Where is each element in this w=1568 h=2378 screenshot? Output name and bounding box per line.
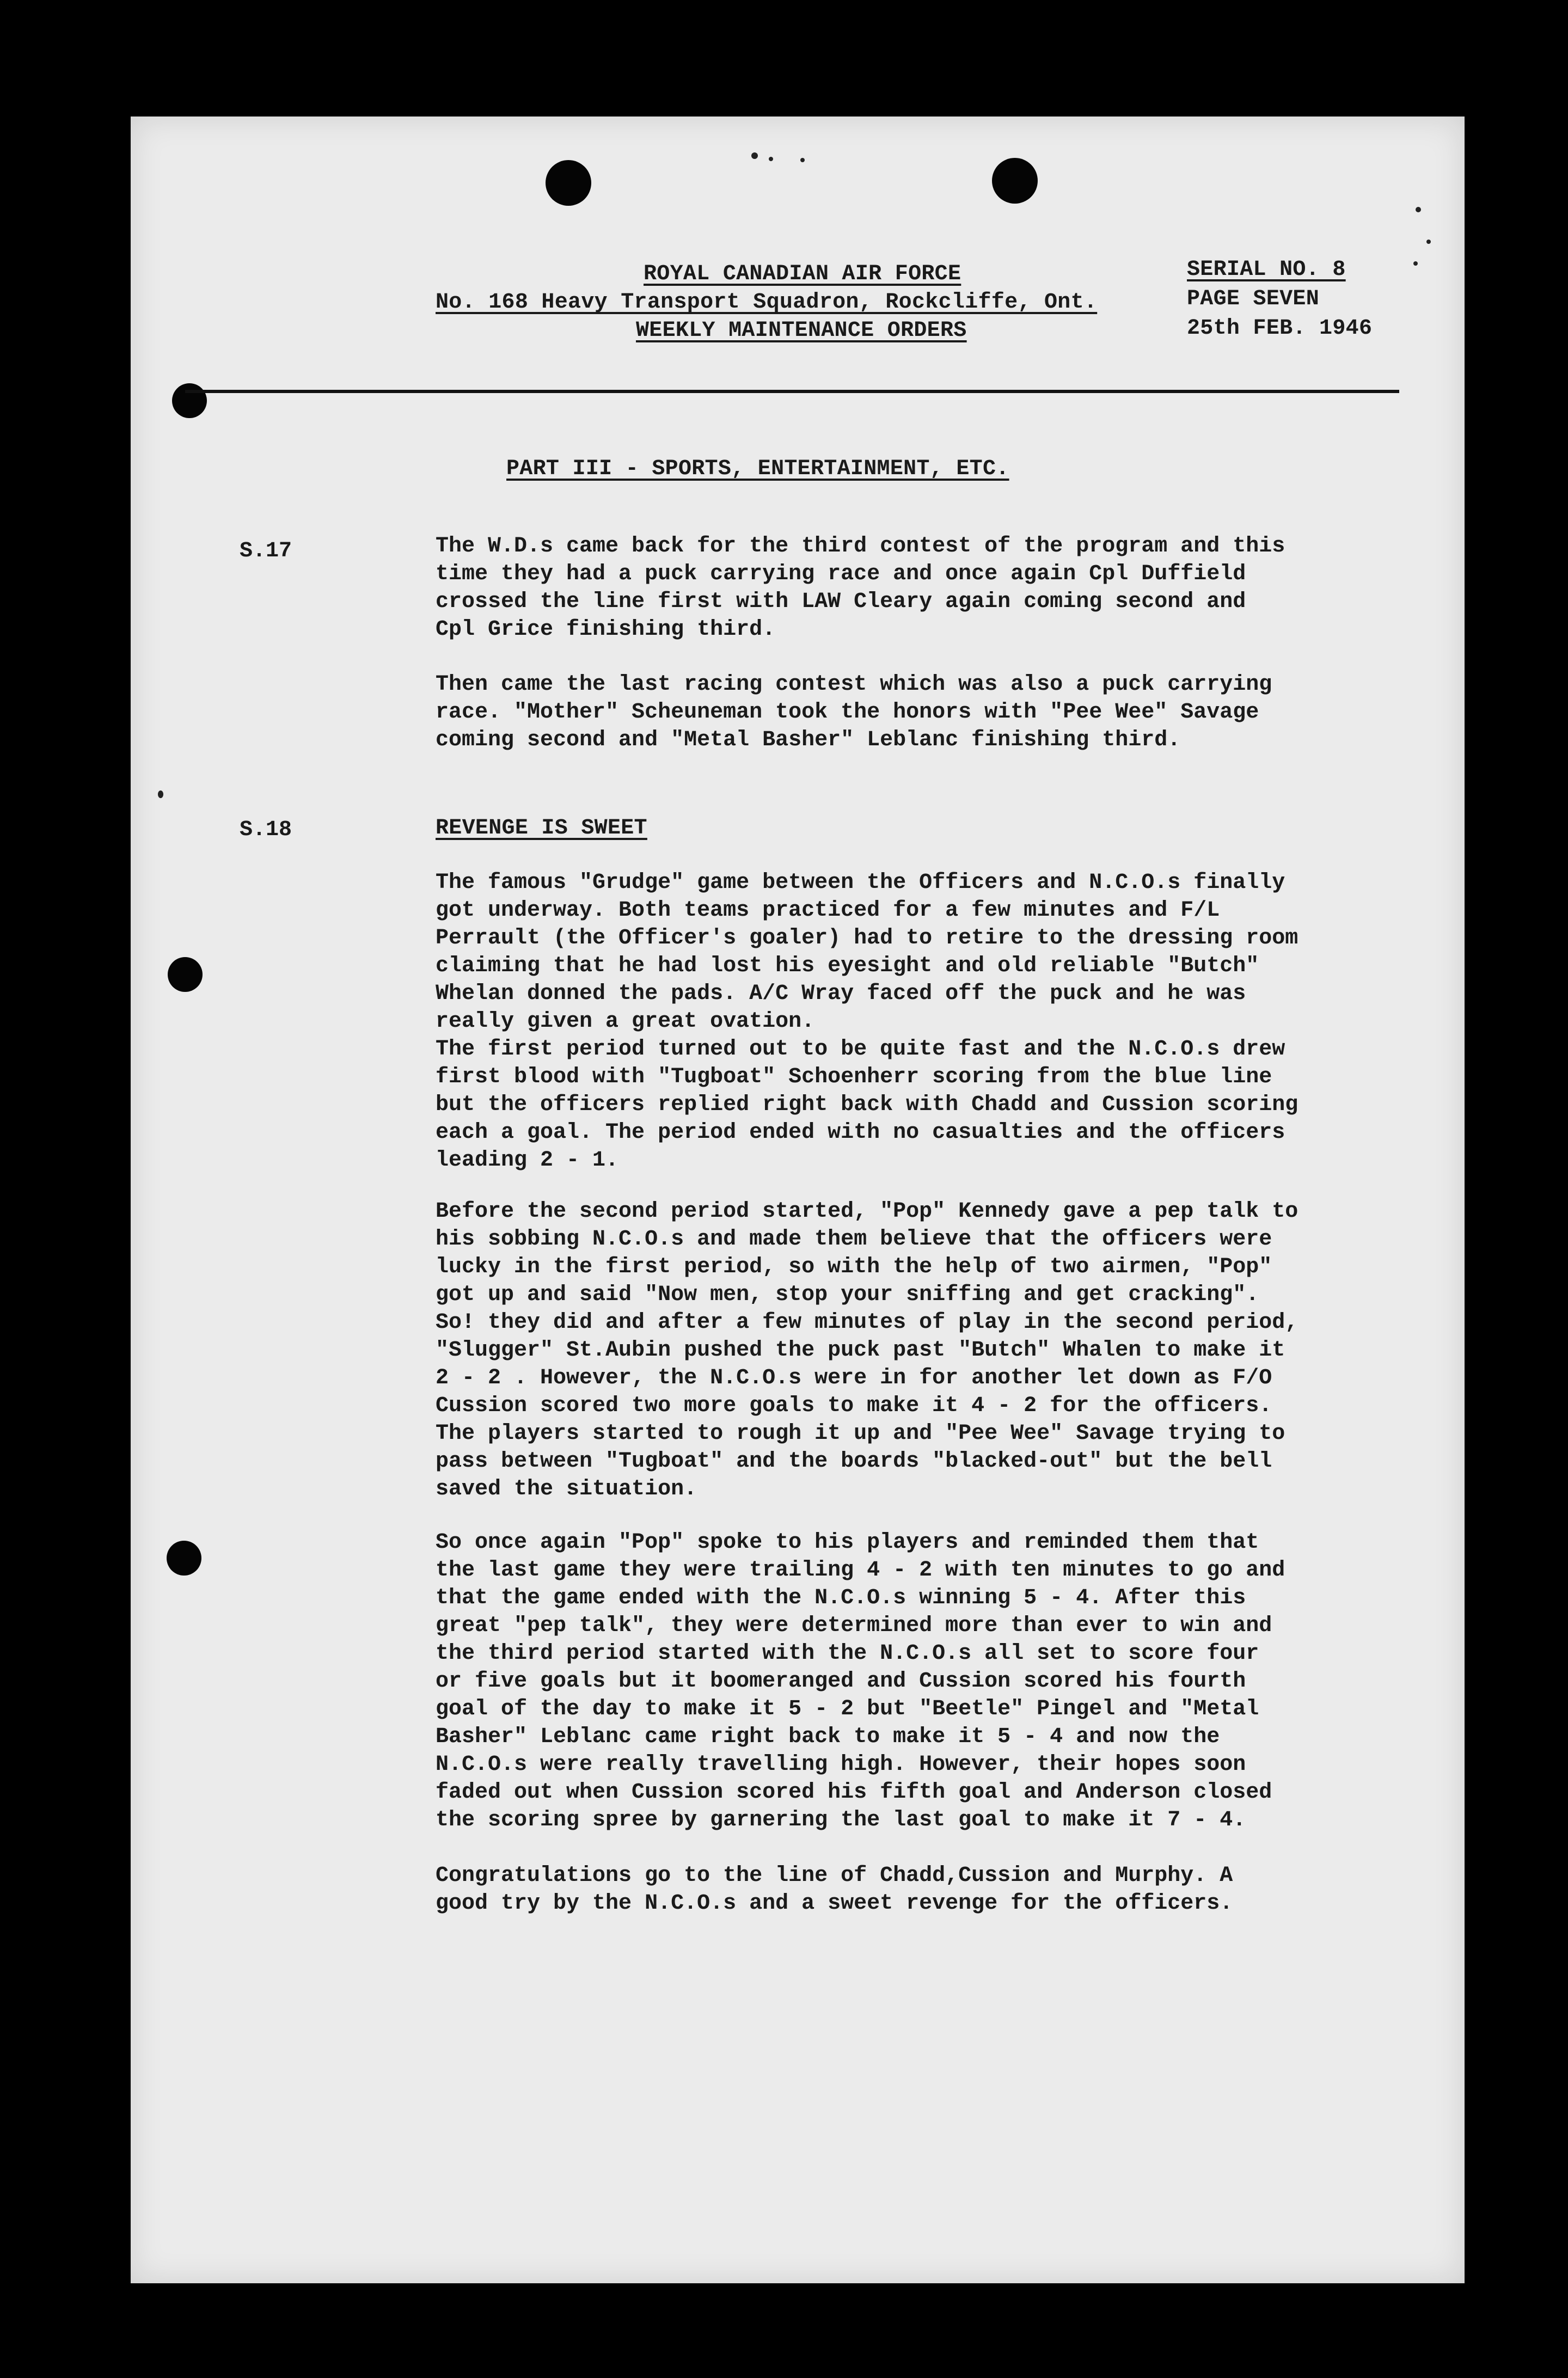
header-org-line2: No. 168 Heavy Transport Squadron, Rockcliffe, Ont. (436, 290, 1098, 315)
speck-mark (1413, 261, 1418, 266)
speck-mark (800, 158, 805, 162)
header-date: 25th FEB. 1946 (1187, 316, 1373, 341)
part-title: PART III - SPORTS, ENTERTAINMENT, ETC. (506, 457, 1009, 481)
speck-mark (769, 157, 773, 161)
header-serial-number: SERIAL NO. 8 (1187, 258, 1346, 282)
speck-mark (158, 790, 163, 798)
speck-mark (1426, 240, 1431, 244)
header-rule (185, 390, 1399, 393)
section-s18-paragraph-2: Before the second period started, "Pop" Kennedy gave a pep talk to his sobbing N.C.O.s and made them believe that the officers were lucky in the first period, so with the help of two airmen, "Pop" got up and said "Now men, stop your sniffing and get cracking". So! they did and after a few minutes of play in the second period, "Slugger" St.Aubin pushed the puck past "Butch" Whalen to make it 2 - 2 . However, the N.C.O.s were in for another let down as F/O Cussion scored two more goals to make it 4 - 2 for the officers. The players started to rough it up and "Pee Wee" Savage trying to pass between "Tugboat" and the boards "blacked-out" but the bell saved the situation. (436, 1199, 1298, 1501)
section-s18-paragraph-4: Congratulations go to the line of Chadd,Cussion and Murphy. A good try by the N.C.O.s and a sweet revenge for the officers. (436, 1864, 1233, 1916)
punch-hole-top-left (546, 160, 591, 206)
section-s18-heading: REVENGE IS SWEET (436, 816, 647, 841)
section-label-s18: S.18 (240, 818, 292, 842)
speck-mark (751, 152, 758, 159)
header-page-number: PAGE SEVEN (1187, 287, 1320, 311)
section-s18-paragraph-1: The famous "Grudge" game between the Officers and N.C.O.s finally got underway. Both teams practiced for a few minutes and F/L Perrault (the Officer's goaler) had to retire to the dressing room claiming that he had lost his eyesight and old reliable "Butch" Whelan donned the pads. A/C Wray faced off the puck and he was really given a great ovation. The first period turned out to be quite fast and the N.C.O.s drew first blood with "Tugboat" Schoenherr scoring from the blue line but the officers replied right back with Chadd and Cussion scoring each a goal. The period ended with no casualties and the officers leading 2 - 1. (436, 871, 1298, 1173)
section-s17-paragraph-2: Then came the last racing contest which was also a puck carrying race. "Mother" Scheuneman took the honors with "Pee Wee" Savage coming second and "Metal Basher" Leblanc finishing third. (436, 672, 1272, 752)
section-s17-paragraph-1: The W.D.s came back for the third contest of the program and this time they had a puck carrying race and once again Cpl Duffield crossed the line first with LAW Cleary again coming second and Cpl Grice finishing third. (436, 534, 1285, 642)
punch-hole-margin-1 (168, 957, 203, 992)
speck-mark (1416, 207, 1421, 212)
header-org-line1: ROYAL CANADIAN AIR FORCE (644, 262, 961, 286)
header-org-line3: WEEKLY MAINTENANCE ORDERS (636, 318, 967, 343)
punch-hole-rule-left (172, 383, 207, 418)
punch-hole-top-right (992, 158, 1038, 204)
section-s18-paragraph-3: So once again "Pop" spoke to his players and reminded them that the last game they were trailing 4 - 2 with ten minutes to go and that the game ended with the N.C.O.s winning 5 - 4. After this great "pep talk", they were determined more than ever to win and the third period started with the N.C.O.s all set to score four or five goals but it boomeranged and Cussion scored his fourth goal of the day to make it 5 - 2 but "Beetle" Pingel and "Metal Basher" Leblanc came right back to make it 5 - 4 and now the N.C.O.s were really travelling high. However, their hopes soon faded out when Cussion scored his fifth goal and Anderson closed the scoring spree by garnering the last goal to make it 7 - 4. (436, 1530, 1285, 1832)
section-label-s17: S.17 (240, 539, 292, 563)
punch-hole-margin-2 (167, 1541, 201, 1576)
